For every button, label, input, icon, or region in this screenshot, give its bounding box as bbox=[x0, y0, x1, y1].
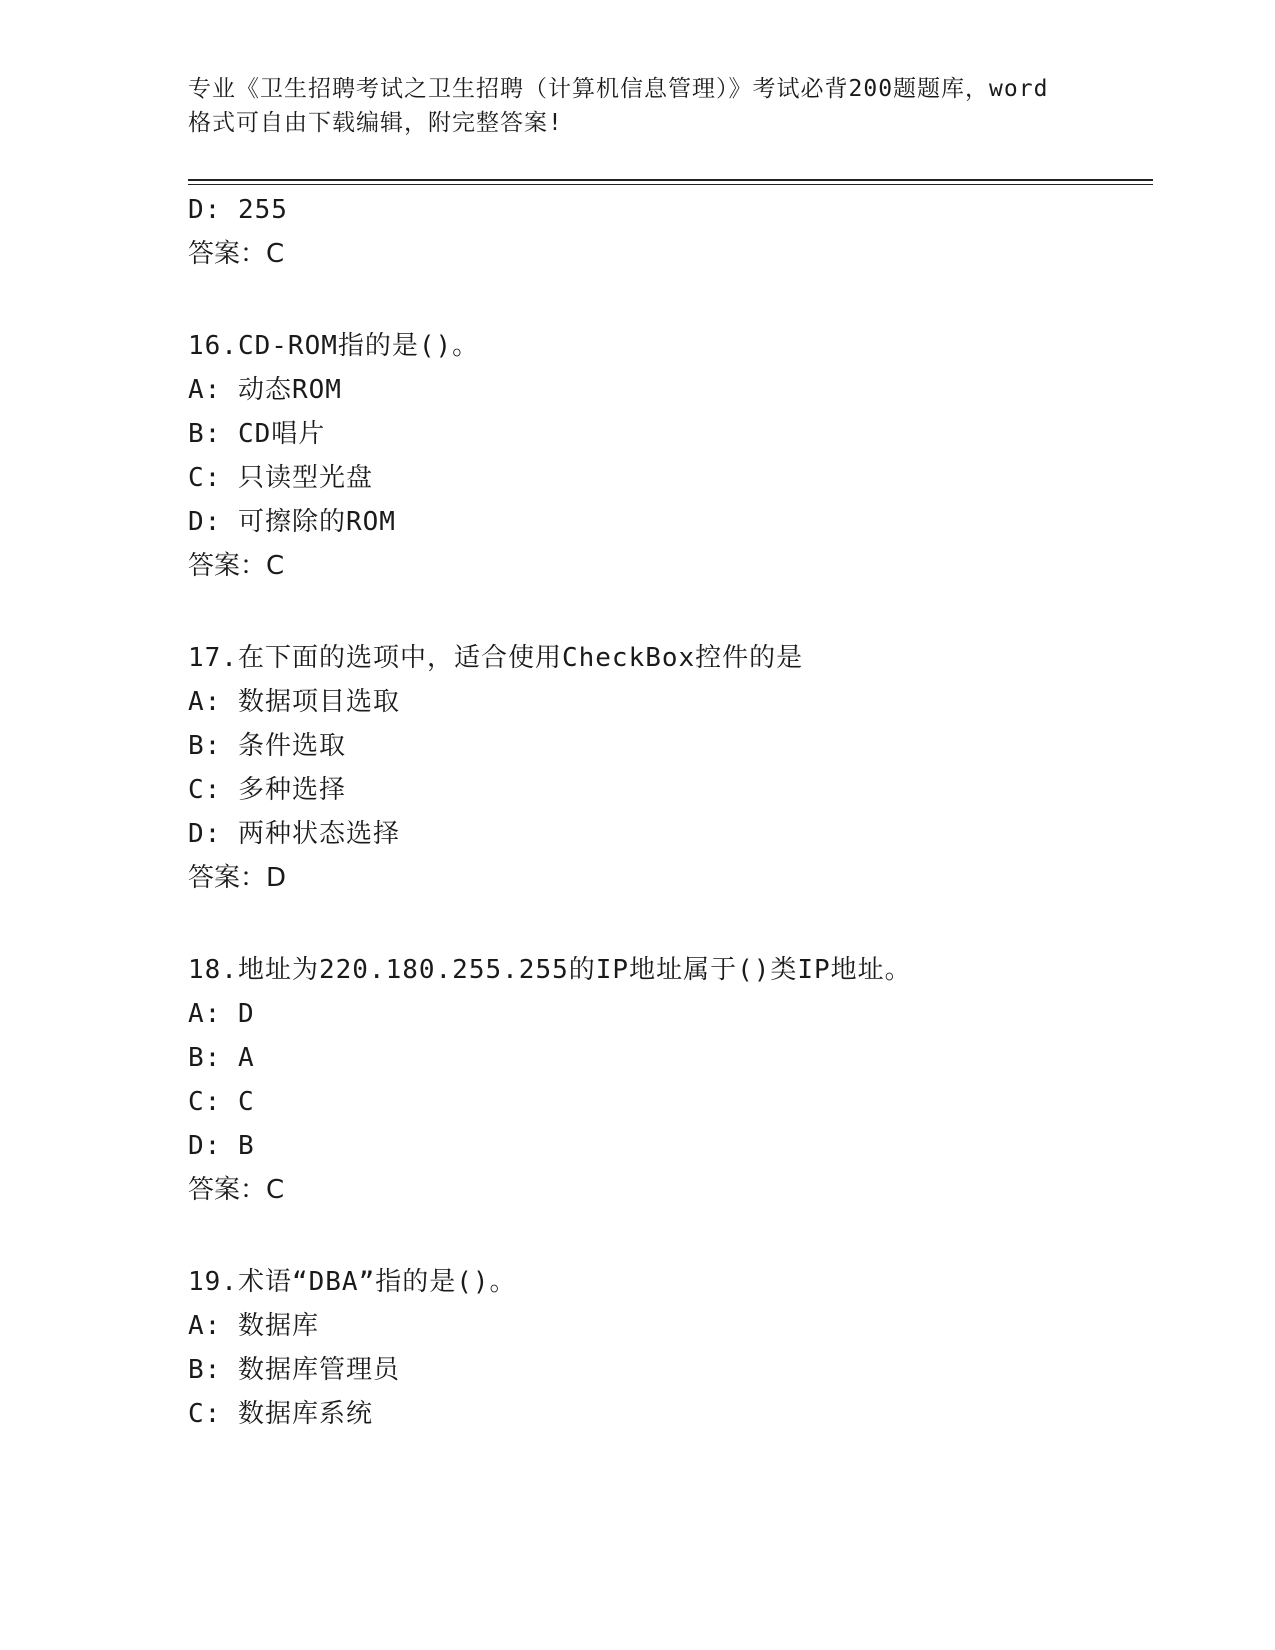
option-d: D: 两种状态选择 bbox=[188, 819, 400, 849]
answer-value: C bbox=[266, 1175, 285, 1205]
option-d: D: 可擦除的ROM bbox=[188, 507, 396, 537]
option-c: C: 多种选择 bbox=[188, 775, 346, 805]
answer-label: 答案： bbox=[188, 551, 267, 581]
header-divider-thick bbox=[188, 179, 1153, 181]
answer-value: D bbox=[266, 863, 287, 893]
option-a: A: 数据库 bbox=[188, 1311, 319, 1341]
option-d: D: B bbox=[188, 1131, 255, 1161]
header-divider-thin bbox=[188, 184, 1153, 185]
answer-label: 答案： bbox=[188, 239, 267, 269]
question-stem: 17.在下面的选项中，适合使用CheckBox控件的是 bbox=[188, 643, 804, 673]
answer-line bbox=[188, 549, 284, 583]
option-c: C: 数据库系统 bbox=[188, 1399, 373, 1429]
option-b: B: 数据库管理员 bbox=[188, 1355, 400, 1385]
answer-value: C bbox=[266, 239, 285, 269]
answer-value: C bbox=[266, 551, 285, 581]
answer-line bbox=[188, 861, 286, 895]
answer-line bbox=[188, 1173, 284, 1207]
answer-label: 答案： bbox=[188, 863, 267, 893]
header-line-1: 专业《卫生招聘考试之卫生招聘（计算机信息管理）》考试必背200题题库，word bbox=[188, 76, 1049, 102]
question-stem: 19.术语“DBA”指的是()。 bbox=[188, 1267, 517, 1297]
option-c: C: 只读型光盘 bbox=[188, 463, 373, 493]
answer-label: 答案： bbox=[188, 1175, 267, 1205]
option-a: A: 数据项目选取 bbox=[188, 687, 400, 717]
option-b: B: 条件选取 bbox=[188, 731, 346, 761]
question-stem: 18.地址为220.180.255.255的IP地址属于()类IP地址。 bbox=[188, 955, 912, 985]
option-d: D: 255 bbox=[188, 195, 288, 225]
question-stem: 16.CD-ROM指的是()。 bbox=[188, 331, 480, 361]
document-header bbox=[188, 72, 1088, 140]
option-a: A: D bbox=[188, 999, 255, 1029]
option-b: B: CD唱片 bbox=[188, 419, 326, 449]
option-a: A: 动态ROM bbox=[188, 375, 342, 405]
option-b: B: A bbox=[188, 1043, 255, 1073]
header-line-2: 格式可自由下载编辑，附完整答案! bbox=[188, 110, 563, 136]
answer-line bbox=[188, 237, 284, 271]
option-c: C: C bbox=[188, 1087, 255, 1117]
